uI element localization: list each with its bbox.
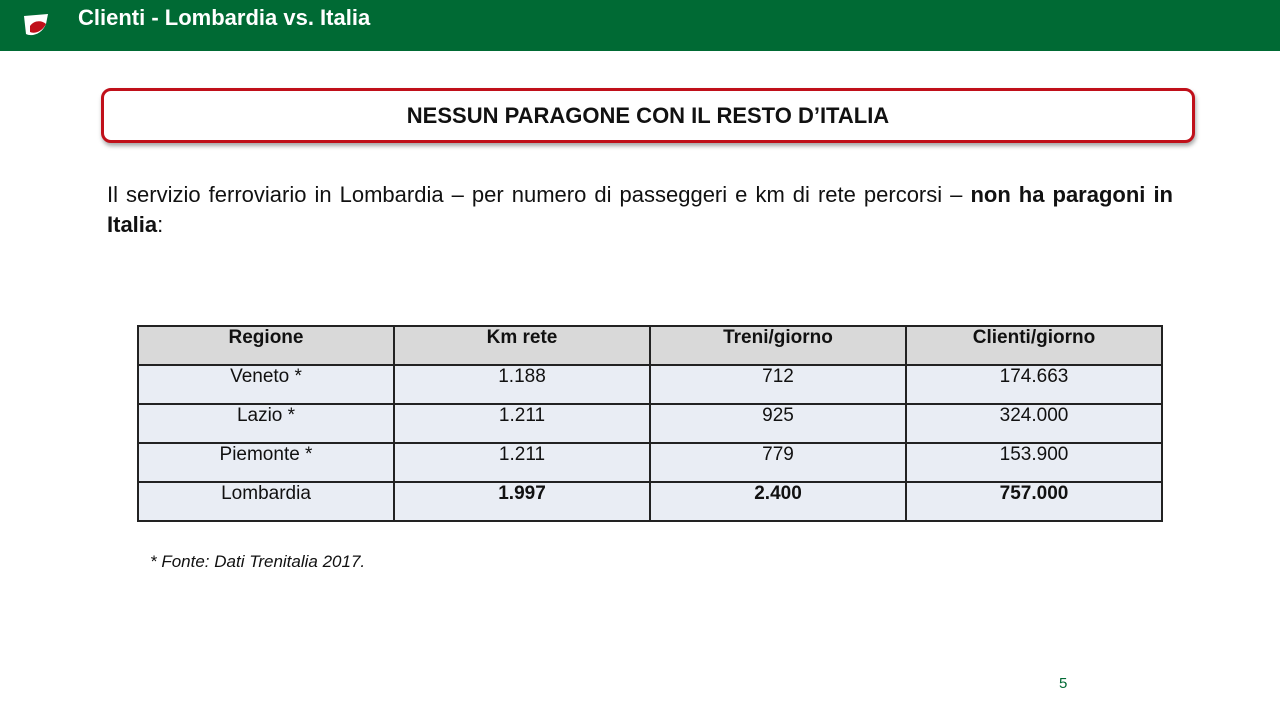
cell-treni-giorno: 712 [650,365,906,404]
cell-km-rete: 1.188 [394,365,650,404]
header-bar [0,0,1280,51]
cell-clienti-giorno: 153.900 [906,443,1162,482]
cell-treni-giorno: 779 [650,443,906,482]
headline-banner: NESSUN PARAGONE CON IL RESTO D’ITALIA [101,88,1195,143]
table-row [138,404,1162,443]
header-regione: Regione [138,326,394,365]
intro-paragraph [107,180,1173,240]
table-row [138,365,1162,404]
header-clienti-giorno: Clienti/giorno [906,326,1162,365]
comparison-table [137,325,1163,522]
page-title: Clienti - Lombardia vs. Italia [78,5,371,30]
intro-text: Il servizio ferroviario in Lombardia – per numero di passeggeri e km di rete percorsi – [107,182,971,207]
cell-clienti-giorno: 174.663 [906,365,1162,404]
cell-regione: Piemonte * [138,443,394,482]
cell-clienti-giorno: 757.000 [906,482,1162,521]
header-treni-giorno: Treni/giorno [650,326,906,365]
cell-clienti-giorno: 324.000 [906,404,1162,443]
intro-bold-text: non ha paragoni in Italia [107,182,1173,237]
page-number: 5 [1059,675,1068,692]
cell-regione: Lombardia [138,482,394,521]
cell-treni-giorno: 2.400 [650,482,906,521]
cell-km-rete: 1.211 [394,443,650,482]
table-header-row [138,326,1162,365]
table-row [138,443,1162,482]
intro-text-end: : [157,212,164,237]
trenord-logo-icon [22,12,50,38]
table-row-lombardia [138,482,1162,521]
cell-treni-giorno: 925 [650,404,906,443]
cell-km-rete: 1.997 [394,482,650,521]
cell-regione: Veneto * [138,365,394,404]
cell-km-rete: 1.211 [394,404,650,443]
source-note: * Fonte: Dati Trenitalia 2017. [150,552,366,571]
cell-regione: Lazio * [138,404,394,443]
header-km-rete: Km rete [394,326,650,365]
